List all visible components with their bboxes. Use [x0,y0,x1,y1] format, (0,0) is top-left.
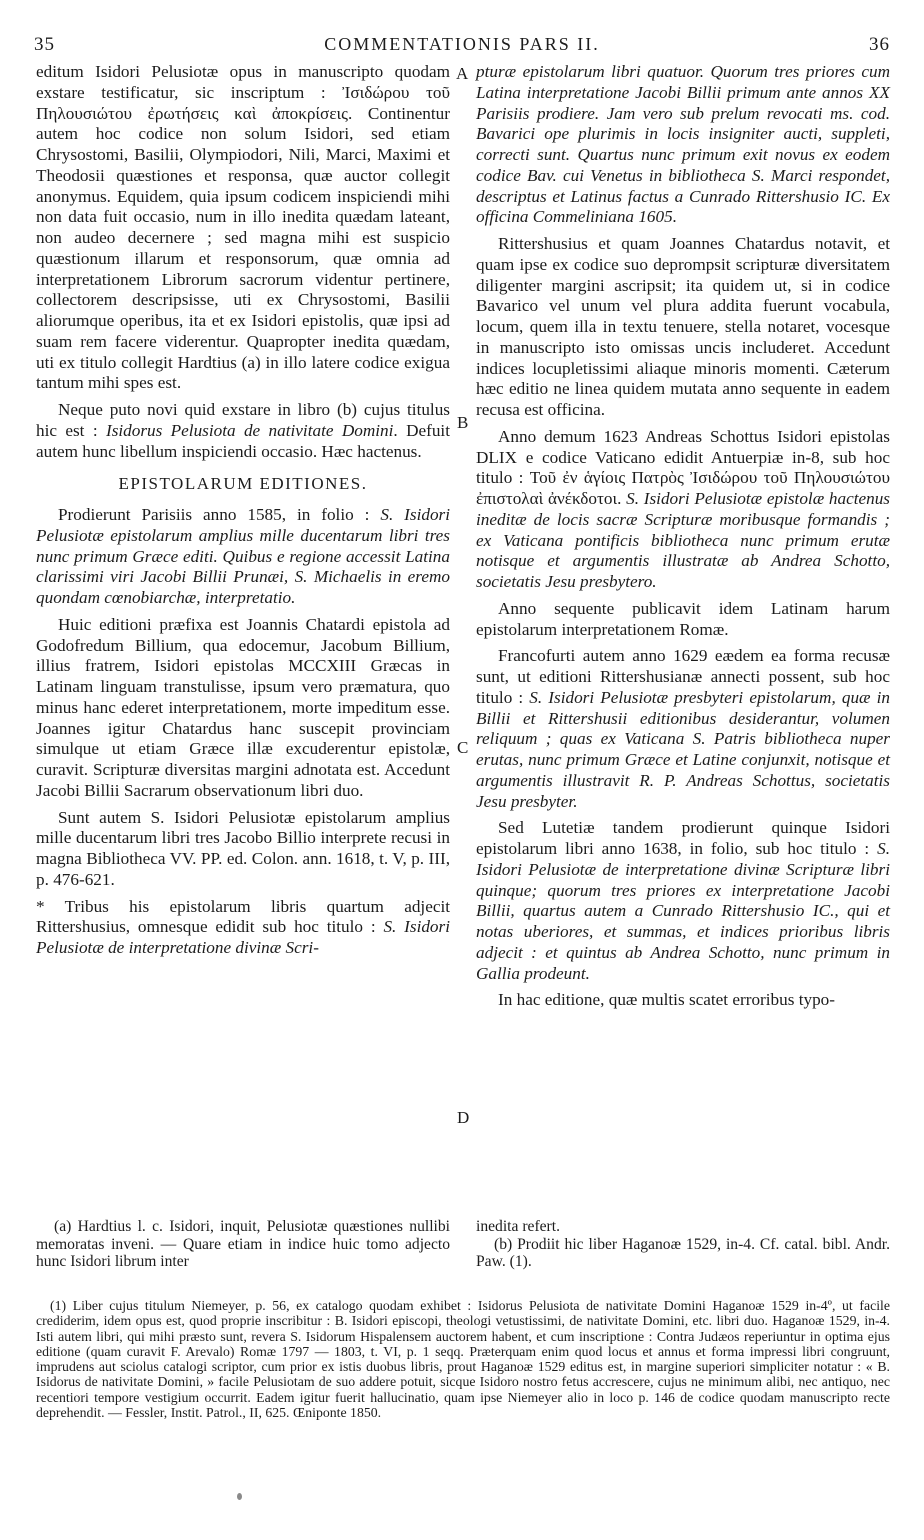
footnote-text: (1) Liber cujus titulum Niemeyer, p. 56, ex catalogo quodam exhibet : Isidorus Pelusiota de nativitate Domini Haganoæ 1529 in-4º, ut facile crediderim, idem opus est, quod proprie inscribitur : B. Isidori episcopi, theologi vetustissimi, de nativitate Domini, etc. libri duo. Haganoæ 1529, in-4. Isti autem libri, qui mihi præsto sunt, revera S. Isidorum Hispalensem auctorem habent, et cum inscriptione : Contra Judæos reperiuntur in optima ejus editione (quam curavit F. Arevalo) Romæ 1797 — 1803, t. VI, p. 1 seqq. Præterquam enim quod locus et annus et forma impressi libri congruunt, imprudens aut sciolus catalogi scriptor, cum prior ex istis duobus libris, prout Haganoæ 1529 editus est, in margine superiori simpliciter notatur : « B. Isidorus de nativitate Domini, » facile Pelusiotam de suo addere potuit, sicque Isidoro nostro fetus accrescere, cujus ne minimum alibi, nec antiquo, nec recentiori tempore vestigium occurrit. Eadem igitur fuerit hallucinatio, quam ipse Niemeyer alio in loco p. 146 de codice quodam manuscripto recte deprehendit. — Fessler, Instit. Patrol., II, 625. Œniponte 1850. [36,1298,890,1421]
note-a-continuation: inedita refert. [476,1218,560,1235]
right-paragraph-4: Anno sequente publicavit idem Latinam harum epistolarum interpretationem Romæ. [476,598,890,639]
left-paragraph-3 [36,505,450,609]
note-b [476,1218,890,1271]
right-paragraph-1: pturæ epistolarum libri quatuor. Quorum tres priores cum Latina interpretatione Jacobi Billii primum ante annos XX Parisiis prodiere. Jam vero sub prelum revocati ms. cod. Bavarici ope plurimis in locis insigniter aucti, suppleti, correcti sunt. Quartus nunc primum exit novus ex eodem codice Bav. cui Venetus in bibliotheca S. Marci respondet, descriptus et Latinus factus a Cunrado Rittershusio IC. Ex officina Commeliniana 1605. [476,62,890,227]
left-paragraph-2 [36,400,450,462]
left-column [36,62,450,965]
right-paragraph-5-title: S. Isidori Pelusiotæ presbyteri epistolarum, quæ in Billii et Rittershusii editionibus desiderantur, volumen reliquum ; quas ex Vaticana S. Patris bibliotheca nuper erutas, nunc primum Græce et Latine conjunxit, notisque et argumentis illustravit R. P. Andreas Schottus, societatis Jesu presbyter. [476,687,890,811]
right-paragraph-3 [476,427,890,593]
left-paragraph-3-text: Prodierunt Parisiis anno 1585, in folio : [58,505,381,524]
note-b-text: (b) Prodiit hic liber Haganoæ 1529, in-4. Cf. catal. bibl. Andr. Paw. (1). [476,1235,890,1270]
right-paragraph-5-text: Francofurti autem anno 1629 eædem ea forma recusæ sunt, ut editioni Rittershusianæ annecti possent, sub hoc titulo : [476,646,890,707]
left-paragraph-5: Sunt autem S. Isidori Pelusiotæ epistolarum amplius mille ducentarum libri tres Jacobo Billio interprete recusi in magna Bibliotheca VV. PP. ed. Colon. ann. 1618, t. V, p. III, p. 476-621. [36,807,450,889]
right-column [476,62,890,1017]
right-paragraph-6 [476,818,890,984]
page-number-left: 35 [34,34,55,55]
left-paragraph-6-text: * Tribus his epistolarum libris quartum adjecit Rittershusius, omnesque edidit sub hoc titulo : [36,896,450,937]
left-paragraph-1: editum Isidori Pelusiotæ opus in manuscripto quodam exstare testificatur, sic inscriptum : Ἰσιδώρου τοῦ Πηλουσιώτου ἐρωτήσεις καὶ ἀποκρίσεις. Continentur autem hoc codice non solum Isidori, sed etiam Chrysostomi, Basilii, Olympiodori, Nili, Marci, Maximi et Theodosii quæstiones et responsa, quæ auctor collegit anonymus. Equidem, quia ipsum codicem inspiciendi mihi non data fuit occasio, num in illo inedita quædam lateant, non audeo decernere ; sed magna mihi est suspicio quæstionum illarum et responsorum, quæ omnia ad interpretationem Librorum sacrorum videntur pertinere, collectorem descripsisse, uti ex Chrysostomi, Basilii aliorumque operibus, ita et ex Isidori epistolis, quæ ipsi ad suam rem facere viderentur. Quapropter inedita quædam, uti ex titulo collegit Hardtius (a) in illo latere codice exigua tantum mihi spes est. [36,62,450,393]
page-number-right: 36 [869,34,890,55]
right-paragraph-5 [476,646,890,812]
margin-letter-b: B [457,413,469,432]
right-paragraph-6-title: S. Isidori Pelusiotæ de interpretatione divinæ Scripturæ libri quinque; quorum tres priores ex interpretatione Jacobi Billii, quartus autem a Cunrado Rittershusio IC., qui et notas uberiores, et summas, et indices prioribus libris adjecit : et quintus ab Andrea Schotto, nunc primum in Gallia prodeunt. [476,839,890,983]
running-header [34,34,890,60]
right-paragraph-2: Rittershusius et quam Joannes Chatardus notavit, et quam ipse ex codice suo deprompsit scripturæ diversitatem diligenter margini ascripsit; ita quidem ut, si in codice Bavarico vel unum vel plura addita fuerunt vocabula, locum, quem illa in textu tenuere, stella notaret, vocesque in manuscripto isto omissas uncis includeret. Accedunt indices locupletissimi aliaque minoris momenti. Cæterum hæc editio ne linea quidem mutata anno sequente in eadem recusa est officina. [476,234,890,419]
left-paragraph-2-text: Neque puto novi quid exstare in libro (b) cujus titulus hic est : [36,400,450,440]
left-paragraph-6 [36,897,450,959]
note-a [36,1218,450,1271]
right-paragraph-7: In hac editione, quæ multis scatet erroribus typo- [498,990,835,1010]
right-paragraph-3-text: Anno demum 1623 Andreas Schottus Isidori epistolas DLIX e codice Vaticano edidit Antuerpiæ in-8, sub hoc titulo : Τοῦ ἐν ἁγίοις Πατρὸς Ἰσιδώρου τοῦ Πηλουσιώτου ἐπιστολαὶ ἀνέκδοτοι. [476,426,890,508]
footnote [36,1298,890,1420]
print-speck [237,1493,242,1500]
right-paragraph-3-title: S. Isidori Pelusiotæ epistolæ hactenus ineditæ de locis sacræ Scripturæ moribusque formandis ; ex Vaticana pontificis bibliotheca nunc primum erutæ notisque et argumentis illustratæ ab Andrea Schotto, societatis Jesu presbytero. [476,489,890,591]
left-paragraph-6-title: S. Isidori Pelusiotæ de interpretatione divinæ Scri- [36,917,450,957]
left-paragraph-3-title: S. Isidori Pelusiotæ epistolarum amplius mille ducentarum libri tres nunc primum Græce editi. Quibus e regione accessit Latina clarissimi viri Jacobi Billii Prunæi, S. Michaelis in eremo quondam cœnobiarchæ, interpretatio. [36,505,450,607]
note-a-text: (a) Hardtius l. c. Isidori, inquit, Pelusiotæ quæstiones nullibi memoratas inveni. — Quare etiam in indice huic tomo adjecto hunc Isidori librum inter [36,1218,450,1270]
left-paragraph-2-title: Isidorus Pelusiota de nativitate Domini [105,420,394,440]
margin-letter-c: C [457,738,469,757]
left-paragraph-4: Huic editioni præfixa est Joannis Chatardi epistola ad Godofredum Billium, qua edocemur, Jacobum Billium, illius fratrem, Isidori epistolas MCCXIII Græcas in Latinam linguam transtulisse, ipsum vero præmatura, quo minus hanc ederet interpretationem, morte impeditum esse. Joannes igitur Chatardus hanc suscepit provinciam simulque ut etiam Græce illæ excuderentur epistolæ, curavit. Scripturæ diversitas margini adnotata est. Accedunt Jacobi Billii Sacrarum observationum libri duo. [36,614,450,800]
running-title: COMMENTATIONIS PARS II. [324,34,600,54]
right-paragraph-6-text: Sed Lutetiæ tandem prodierunt quinque Isidori epistolarum libri anno 1638, in folio, sub hoc titulo : [476,818,890,858]
margin-letter-a: A [456,64,469,83]
left-paragraph-2-end: . Defuit autem hunc libellum inspiciendi occasio. Hæc hactenus. [36,420,450,461]
section-heading: EPISTOLARUM EDITIONES. [118,474,368,494]
margin-letter-d: D [457,1108,470,1127]
